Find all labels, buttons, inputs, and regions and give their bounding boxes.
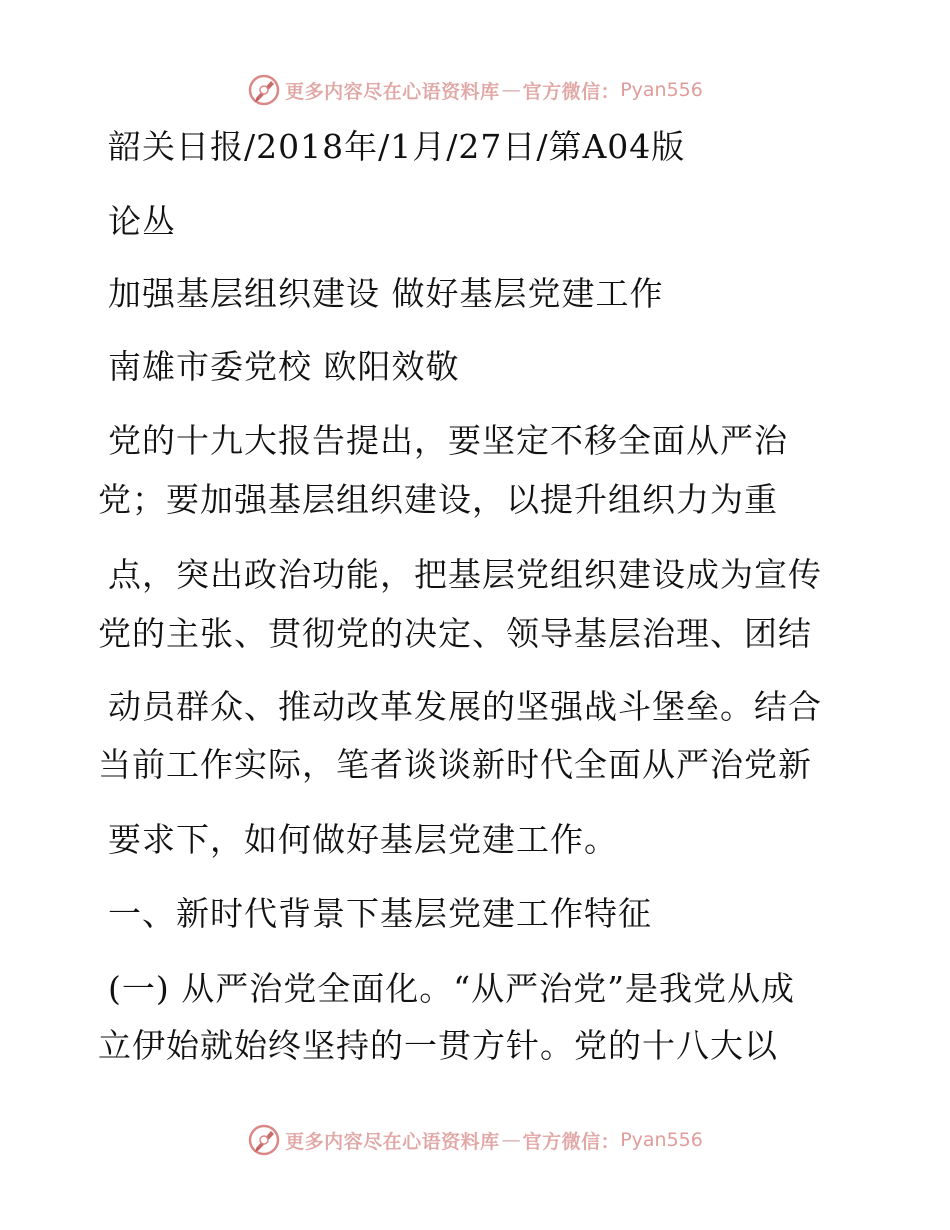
watermark-dash: —: [501, 1129, 521, 1151]
body-text-line: 点，突出政治功能，把基层党组织建设成为宣传: [108, 555, 822, 594]
body-text-line: 党；要加强基层组织建设，以提升组织力为重: [98, 480, 778, 519]
body-text-line: 动员群众、推动改革发展的坚强战斗堡垒。结合: [108, 687, 822, 726]
newspaper-source-line: 韶关日报/2018年/1月/27日/第A04版: [108, 127, 686, 166]
body-text-line: 要求下，如何做好基层党建工作。: [108, 820, 618, 859]
quill-logo-icon: [247, 73, 281, 107]
watermark-header: [0, 70, 950, 110]
watermark-dash: —: [501, 79, 521, 101]
author-line: 南雄市委党校 欧阳效敬: [108, 347, 460, 386]
section-heading: 一、新时代背景下基层党建工作特征: [108, 894, 652, 933]
body-text-line: 当前工作实际，笔者谈谈新时代全面从严治党新: [98, 745, 812, 784]
watermark-text: 更多内容尽在心语资料库: [285, 1130, 500, 1153]
article-title: 加强基层组织建设 做好基层党建工作: [108, 274, 664, 313]
column-title: 论丛: [108, 202, 176, 241]
body-text-line: 党的十九大报告提出，要坚定不移全面从严治: [108, 421, 788, 460]
watermark-account: Pyan556: [620, 1129, 703, 1151]
watermark-footer: [0, 1120, 950, 1160]
quill-logo-icon: [247, 1123, 281, 1157]
subsection-text-line: (一) 从严治党全面化。“从严治党”是我党从成: [108, 969, 795, 1008]
body-text-line: 立伊始就始终坚持的一贯方针。党的十八大以: [98, 1026, 778, 1065]
watermark-label: 官方微信：: [522, 1130, 621, 1153]
body-text-line: 党的主张、贯彻党的决定、领导基层治理、团结: [98, 614, 812, 653]
watermark-label: 官方微信：: [522, 80, 621, 103]
watermark-account: Pyan556: [620, 79, 703, 101]
watermark-text: 更多内容尽在心语资料库: [285, 80, 500, 103]
